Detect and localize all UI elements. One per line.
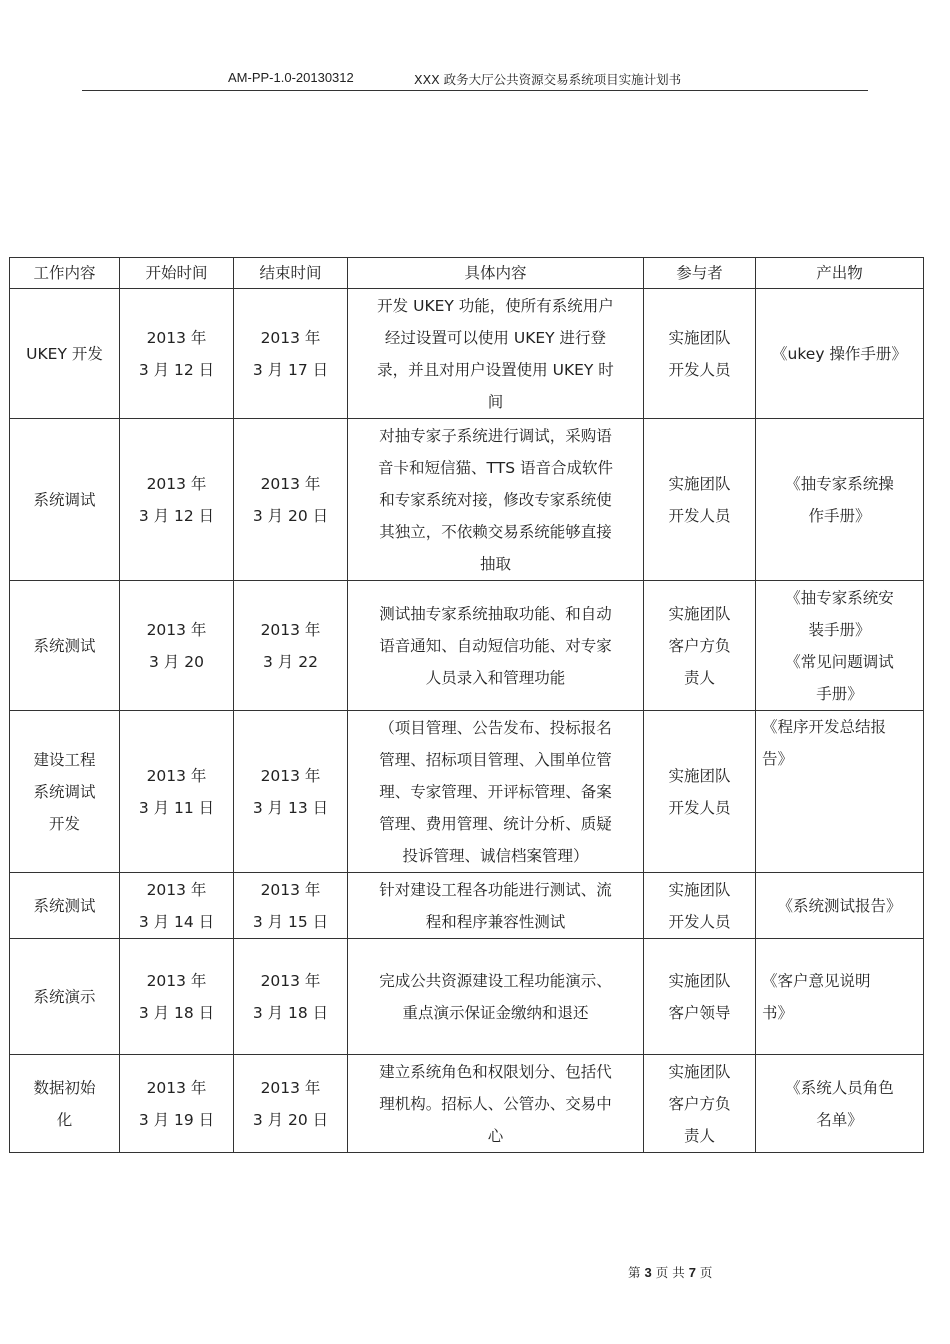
participants-cell: 实施团队 开发人员 xyxy=(644,711,756,873)
participants-cell: 实施团队 客户领导 xyxy=(644,939,756,1055)
participants-cell: 实施团队 开发人员 xyxy=(644,289,756,419)
page-suffix: 页 xyxy=(699,1265,713,1280)
detail-cell: 对抽专家子系统进行调试，采购语 音卡和短信猫、TTS 语音合成软件 和专家系统对接，修改专家系统使 其独立，不依赖交易系统能够直接 抽取 xyxy=(348,419,644,581)
start-date-cell: 2013 年 3 月 14 日 xyxy=(120,873,234,939)
task-cell: 建设工程 系统调试 开发 xyxy=(10,711,120,873)
implementation-plan-table xyxy=(9,257,924,1153)
participants-cell: 实施团队 开发人员 xyxy=(644,419,756,581)
task-cell: UKEY 开发 xyxy=(10,289,120,419)
total-pages: 7 xyxy=(688,1265,696,1280)
end-date-cell: 2013 年 3 月 13 日 xyxy=(234,711,348,873)
start-date-cell: 2013 年 3 月 19 日 xyxy=(120,1055,234,1153)
table-row xyxy=(10,1055,924,1153)
table-header-row xyxy=(10,258,924,289)
participants-cell: 实施团队 客户方负 责人 xyxy=(644,1055,756,1153)
start-date-cell: 2013 年 3 月 20 xyxy=(120,581,234,711)
deliverable-cell: 《抽专家系统安 装手册》 《常见问题调试 手册》 xyxy=(756,581,924,711)
current-page: 3 xyxy=(644,1265,652,1280)
table-row xyxy=(10,711,924,873)
deliverable-cell: 《抽专家系统操 作手册》 xyxy=(756,419,924,581)
start-date-cell: 2013 年 3 月 18 日 xyxy=(120,939,234,1055)
deliverable-cell: 《ukey 操作手册》 xyxy=(756,289,924,419)
task-cell: 数据初始 化 xyxy=(10,1055,120,1153)
detail-cell: 针对建设工程各功能进行测试、流 程和程序兼容性测试 xyxy=(348,873,644,939)
deliverable-cell: 《客户意见说明 书》 xyxy=(756,939,924,1055)
table-row xyxy=(10,419,924,581)
table-row xyxy=(10,939,924,1055)
page-prefix: 第 xyxy=(628,1265,641,1280)
start-date-cell: 2013 年 3 月 11 日 xyxy=(120,711,234,873)
end-date-cell: 2013 年 3 月 20 日 xyxy=(234,419,348,581)
document-title: XXX 政务大厅公共资源交易系统项目实施计划书 xyxy=(414,72,682,87)
end-date-cell: 2013 年 3 月 15 日 xyxy=(234,873,348,939)
task-cell: 系统测试 xyxy=(10,581,120,711)
deliverable-cell: 《系统测试报告》 xyxy=(756,873,924,939)
end-date-cell: 2013 年 3 月 20 日 xyxy=(234,1055,348,1153)
page-header xyxy=(82,66,868,91)
task-cell: 系统测试 xyxy=(10,873,120,939)
page-middle: 页 共 xyxy=(655,1265,685,1280)
participants-cell: 实施团队 客户方负 责人 xyxy=(644,581,756,711)
detail-cell: 建立系统角色和权限划分、包括代 理机构。招标人、公管办、交易中 心 xyxy=(348,1055,644,1153)
detail-cell: 测试抽专家系统抽取功能、和自动 语音通知、自动短信功能、对专家 人员录入和管理功能 xyxy=(348,581,644,711)
column-header-deliverable: 产出物 xyxy=(756,258,924,289)
document-code: AM-PP-1.0-20130312 xyxy=(228,70,354,85)
detail-cell: 完成公共资源建设工程功能演示、 重点演示保证金缴纳和退还 xyxy=(348,939,644,1055)
task-cell: 系统调试 xyxy=(10,419,120,581)
column-header-start: 开始时间 xyxy=(120,258,234,289)
column-header-detail: 具体内容 xyxy=(348,258,644,289)
detail-cell: （项目管理、公告发布、投标报名 管理、招标项目管理、入围单位管 理、专家管理、开评标管理、备案 管理、费用管理、统计分析、质疑 投诉管理、诚信档案管理） xyxy=(348,711,644,873)
table-row xyxy=(10,289,924,419)
table-row xyxy=(10,581,924,711)
column-header-participants: 参与者 xyxy=(644,258,756,289)
end-date-cell: 2013 年 3 月 22 xyxy=(234,581,348,711)
column-header-task: 工作内容 xyxy=(10,258,120,289)
table-row xyxy=(10,873,924,939)
end-date-cell: 2013 年 3 月 18 日 xyxy=(234,939,348,1055)
column-header-end: 结束时间 xyxy=(234,258,348,289)
detail-cell: 开发 UKEY 功能，使所有系统用户 经过设置可以使用 UKEY 进行登 录，并且对用户设置使用 UKEY 时 间 xyxy=(348,289,644,419)
start-date-cell: 2013 年 3 月 12 日 xyxy=(120,419,234,581)
deliverable-cell: 《程序开发总结报 告》 xyxy=(756,711,924,873)
page-number xyxy=(628,1263,712,1281)
task-cell: 系统演示 xyxy=(10,939,120,1055)
deliverable-cell: 《系统人员角色 名单》 xyxy=(756,1055,924,1153)
end-date-cell: 2013 年 3 月 17 日 xyxy=(234,289,348,419)
participants-cell: 实施团队 开发人员 xyxy=(644,873,756,939)
start-date-cell: 2013 年 3 月 12 日 xyxy=(120,289,234,419)
